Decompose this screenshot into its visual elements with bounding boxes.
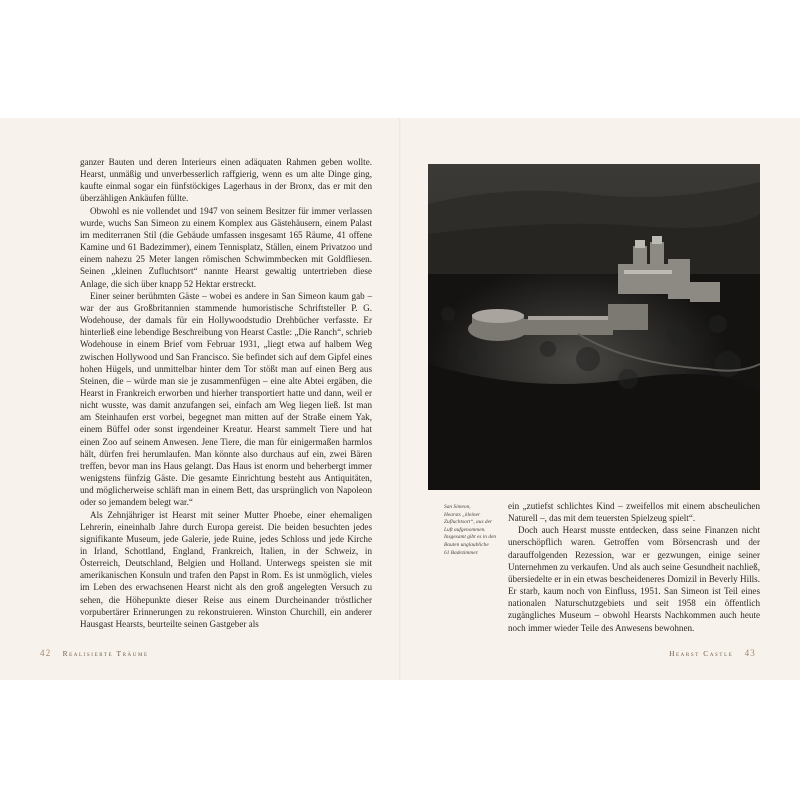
left-folio xyxy=(40,648,149,658)
caption-line: Luft aufgenommen. xyxy=(444,526,486,533)
left-text-column xyxy=(80,156,372,630)
paragraph: Obwohl es nie vollendet und 1947 von seinem Besitzer für immer verlassen wurde, wuchs San Simeon zu einem Komplex aus Gästehäusern, einem Palast im mediterranen Stil (die Gebäude umfassen insgesamt 165 Räume, 41 offene Kamine und 61 Badezimmer), einem Tennisplatz, Ställen, einem Privatzoo und einem nahezu 25 Meter langen römischen Schwimmbecken mit Goldfliesen. Seinen „kleinen Zufluchtsort“ nannte Hearst gewaltig untertrieben diese Anlage, die sich über knapp 52 Hektar erstreckt. xyxy=(80,205,372,289)
right-text-column xyxy=(508,500,760,634)
caption-line: Zufluchtsort“, aus der xyxy=(444,519,493,526)
caption-line: 61 Badezimmer. xyxy=(444,549,479,556)
caption-line: Bauten unglaubliche xyxy=(444,541,489,548)
photo-caption xyxy=(444,504,500,557)
caption-line: Hearsts „kleiner xyxy=(444,511,481,518)
paragraph: ein „zutiefst schlichtes Kind – zweifellos mit einem abscheulichen Naturell –, das mit dem teuersten Spielzeug spielt“. xyxy=(508,501,760,524)
paragraph: ganzer Bauten und deren Interieurs einen adäquaten Rahmen geben wollte. Hearst, unmäßig und unverbesserlich raffgierig, wenn es um alte Dinge ging, kaufte einmal sogar ein fünfstöckiges Lagerhaus in der Bronx, das er mit den überzähligen Ankäufen füllte. xyxy=(80,157,372,204)
right-page-number: 43 xyxy=(744,648,756,658)
left-running-title: Realisierte Träume xyxy=(62,649,149,658)
paragraph: Einer seiner berühmten Gäste – wobei es andere in San Simeon kaum gab – war der aus Großbritannien stammende humoristische Schriftsteller P. G. Wodehouse, der damals für ein Hollywoodstudio Drehbücher verfasste. Er hinterließ eine lebendige Beschreibung von Hearst Castle: „Die Ranch“, schrieb Wodehouse in einem Brief vom Februar 1931, „liegt etwa auf halbem Weg zwischen Hollywood und San Francisco. Sie befindet sich auf dem Gipfel eines hohen Hügels, und unmittelbar hinter dem Tor stößt man auf einen Berg aus Steinen, die – würde man sie je zusammenfügen – eine alte Abtei ergäben, die Hearst in Frankreich erworben und hierher transportiert hatte und dann, weil er nicht wusste, was damit anzufangen sei, einfach am Weg liegen ließ. Ist man am Steinhaufen erst vorbei, begegnet man mitten auf der Straße einem Yak, einem Büffel oder sonst irgendeiner Kreatur. Hearst sammelt Tiere und hat einen Zoo auf seinem Anwesen. Jene Tiere, die man für einigermaßen harmlos hält, dürfen frei herumlaufen. Man könnte also durchaus auf ein, zwei Bären treffen, bevor man ins Haus gelangt. Das Haus ist enorm und beherbergt immer wenigstens fünfzig Gäste. Die gesamte Einrichtung besteht aus Antiquitäten, und möglicherweise schläft man in einem Bett, das ursprünglich von Napoleon oder so jemandem belegt war.“ xyxy=(80,290,372,508)
caption-line: Insgesamt gibt es in den xyxy=(444,534,497,541)
aerial-photo-image xyxy=(428,164,760,490)
aerial-photo xyxy=(428,164,760,490)
caption-line: San Simeon, xyxy=(444,504,471,510)
paragraph: Doch auch Hearst musste entdecken, dass seine Finanzen nicht unerschöpflich waren. Getroffen vom Börsencrash und der darauffolgenden Rezession, war er gezwungen, einige seiner Unternehmen zu verkaufen. Und als auch seine Gesundheit nachließ, übersiedelte er in ein etwas bescheideneres Domizil in Beverly Hills. Er starb, kaum noch von Einfluss, 1951. San Simeon ist Teil eines nationalen Naturschutzgebiets und seit 1958 ein öffentlich zugängliches Museum – obwohl Hearsts Nachkommen auch heute noch immer wieder Teile des Anwesens bewohnen. xyxy=(508,525,760,633)
left-page xyxy=(0,118,400,680)
left-page-number: 42 xyxy=(40,648,52,658)
paragraph: Als Zehnjähriger ist Hearst mit seiner Mutter Phoebe, einer ehemaligen Lehrerin, eineinhalb Jahre durch Europa gereist. Die beiden besuchten jedes signifikante Museum, jede Galerie, jede Ruine, jedes Schloss und jede Kirche in Irland, Schottland, England, Frankreich, Italien, in der Schweiz, in Österreich, Deutschland, Belgien und Holland. Unterwegs speisten sie mit amerikanischen Konsuln und trafen den Papst in Rom. Es ist unmöglich, vieles im Leben des erwachsenen Hearst nicht als den groß angelegten Versuch zu sehen, die Höhepunkte dieser Reise aus einem Durcheinander tröstlicher vorpubertärer Erinnerungen zu rekonstruieren. Winston Churchill, ein anderer Hausgast Hearsts, beurteilte seinen Gastgeber als xyxy=(80,509,372,629)
book-spread xyxy=(0,118,800,680)
right-running-title: Hearst Castle xyxy=(669,649,734,658)
right-folio xyxy=(669,648,756,658)
right-page xyxy=(400,118,800,680)
